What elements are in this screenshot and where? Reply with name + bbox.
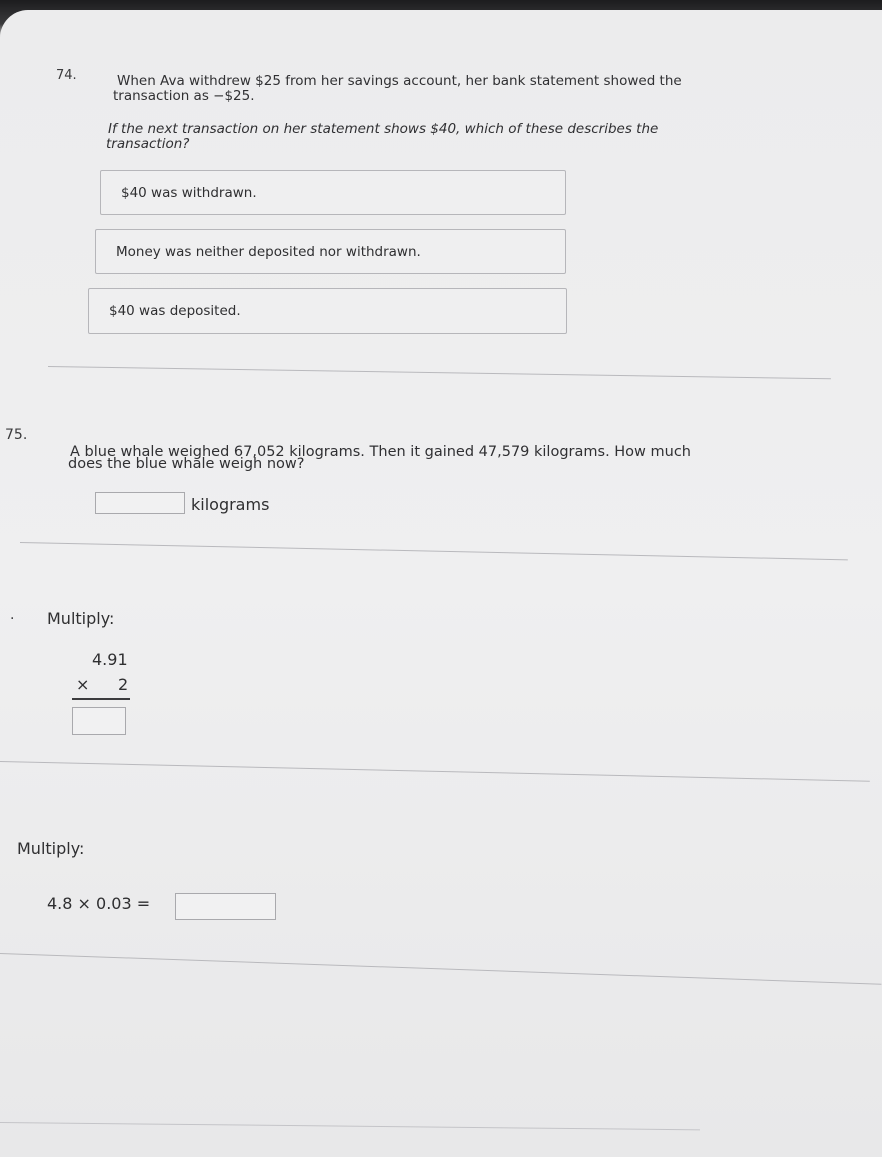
question-74-prompt-line1: If the next transaction on her statement shows $40, which of these describes the <box>108 121 659 137</box>
answer-option-label: $40 was withdrawn. <box>121 184 257 201</box>
question-74-stem-line1: When Ava withdrew $25 from her savings account, her bank statement showed the <box>117 73 682 89</box>
answer-option-label: Money was neither deposited nor withdrawn. <box>116 243 421 260</box>
multiplier: 2 <box>118 675 129 694</box>
question-76-instruction: Multiply: <box>47 609 115 628</box>
unit-kilograms: kilograms <box>191 495 270 514</box>
product-answer-box[interactable] <box>72 707 126 735</box>
answer-option-withdrawn[interactable] <box>100 170 566 215</box>
product-line <box>72 698 130 700</box>
section-divider <box>48 366 831 379</box>
multiplicand: 4.91 <box>92 650 128 669</box>
question-75-stem-line1: A blue whale weighed 67,052 kilograms. Then it gained 47,579 kilograms. How much <box>70 444 692 460</box>
section-divider <box>0 1122 700 1130</box>
question-75-stem-line2: does the blue whale weigh now? <box>68 456 305 472</box>
question-74-number: 74. <box>56 68 77 83</box>
section-divider <box>0 953 881 985</box>
question-77-instruction: Multiply: <box>17 839 85 858</box>
answer-option-deposited[interactable] <box>88 288 567 334</box>
question-75-number: 75. <box>5 427 28 443</box>
answer-option-label: $40 was deposited. <box>109 303 241 319</box>
worksheet-page <box>0 10 882 1157</box>
section-divider <box>0 761 870 782</box>
question-76-number: . <box>10 607 15 623</box>
multiplication-expression: 4.8 × 0.03 = <box>47 894 151 913</box>
decimal-product-answer-box[interactable] <box>175 893 276 920</box>
whale-weight-answer-box[interactable] <box>95 492 185 514</box>
multiply-operator: × <box>76 675 90 694</box>
question-74-prompt-line2: transaction? <box>106 136 190 152</box>
answer-option-neither[interactable] <box>95 229 566 274</box>
question-74-stem-line2: transaction as −$25. <box>113 88 255 104</box>
section-divider <box>20 542 848 560</box>
